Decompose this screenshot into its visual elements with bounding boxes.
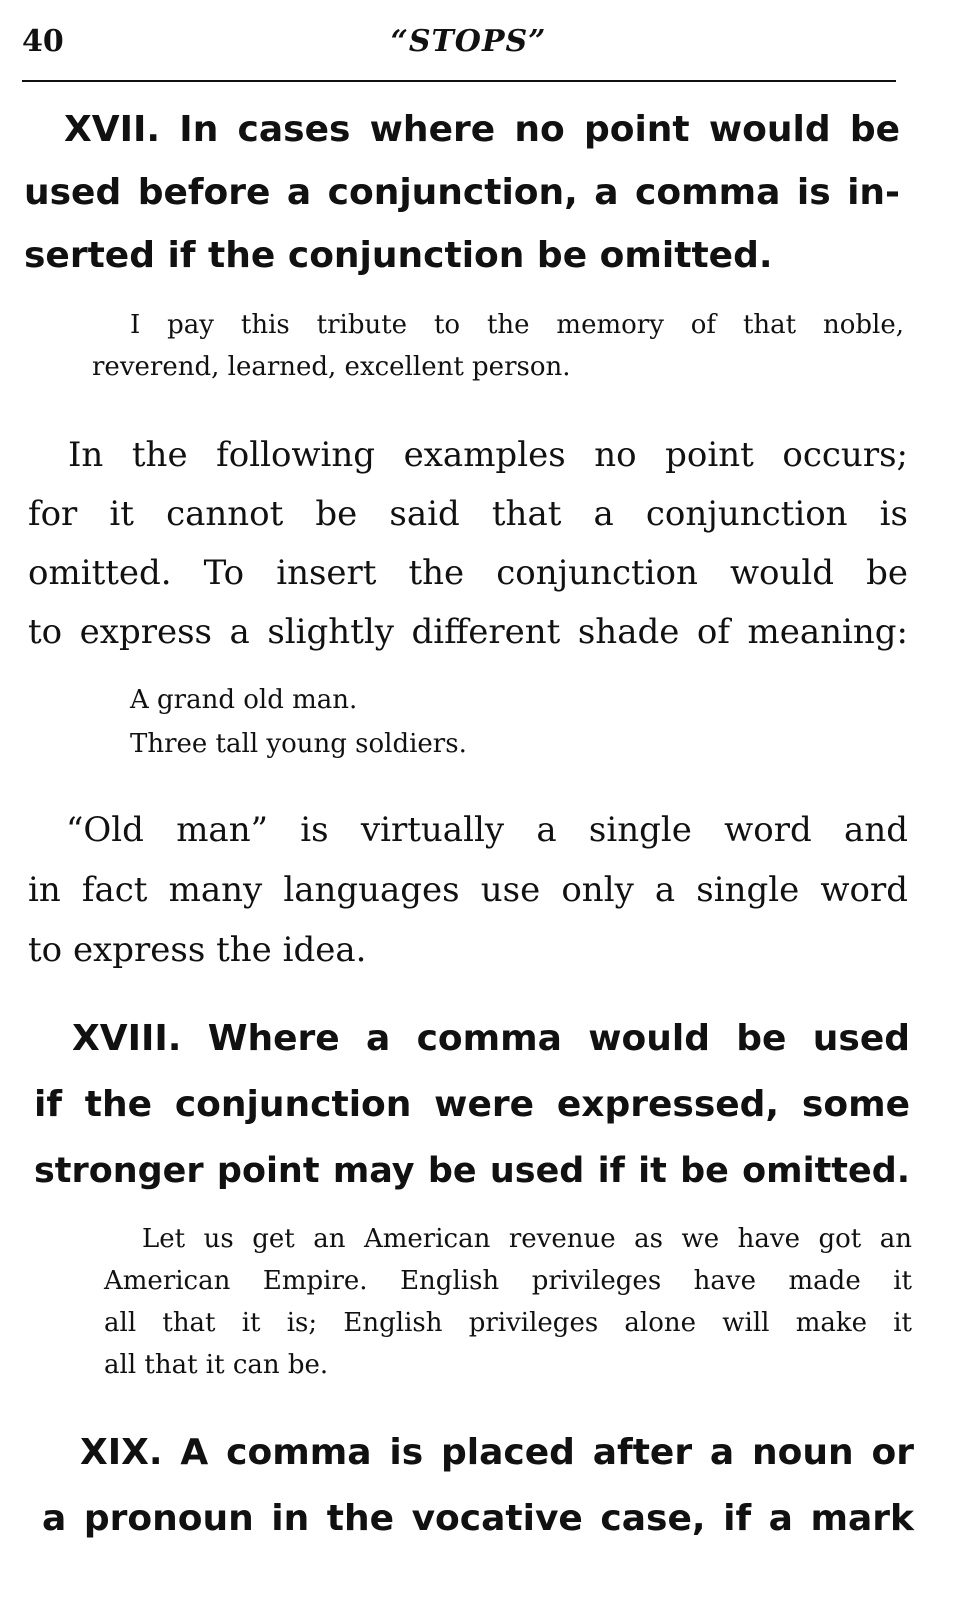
rule-xvii-line-3: serted if the conjunction be omitted. (24, 235, 773, 276)
example-1-line-1: I pay this tribute to the memory of that noble, (130, 310, 904, 340)
paragraph-1-line-3: omitted. To insert the conjunction would be (28, 553, 908, 593)
paragraph-1 (28, 426, 908, 662)
paragraph-2-line-3: to express the idea. (28, 930, 367, 970)
example-1-line-2: reverend, learned, excellent person. (92, 352, 571, 382)
paragraph-1-line-4: to express a slightly different shade of meaning: (28, 612, 908, 652)
header-rule (22, 80, 896, 82)
rule-xvii-line-2: used before a conjunction, a comma is in- (24, 172, 900, 213)
rule-xvii (24, 98, 900, 287)
paragraph-1-line-1: In the following examples no point occurs; (68, 435, 908, 475)
running-head (22, 22, 915, 66)
page-number: 40 (22, 24, 64, 59)
example-3-line-4: all that it can be. (104, 1350, 329, 1380)
paragraph-2-line-2: in fact many languages use only a single word (28, 870, 908, 910)
paragraph-2-line-1: “Old man” is virtually a single word and (66, 810, 908, 850)
paragraph-1-line-2: for it cannot be said that a conjunction is (28, 494, 908, 534)
example-1 (92, 304, 904, 388)
rule-xviii-line-2: if the conjunction were expressed, some (34, 1084, 910, 1125)
rule-xix (42, 1420, 914, 1552)
rule-xix-line-1: XIX. A comma is placed after a noun or (80, 1432, 914, 1473)
example-2-line-2: Three tall young soldiers. (130, 729, 467, 759)
example-3-line-1: Let us get an American revenue as we have got an (142, 1224, 912, 1254)
rule-xviii-line-3: stronger point may be used if it be omitted. (34, 1151, 910, 1191)
rule-xvii-line-1: XVII. In cases where no point would be (64, 109, 900, 150)
example-3-line-2: American Empire. English privileges have made it (104, 1266, 912, 1296)
paragraph-2 (28, 800, 908, 980)
rule-xviii (34, 1006, 910, 1204)
example-2 (130, 678, 830, 766)
example-3 (104, 1218, 912, 1386)
rule-xviii-line-1: XVIII. Where a comma would be used (72, 1018, 910, 1059)
example-3-line-3: all that it is; English privileges alone will make it (104, 1308, 912, 1338)
example-2-line-1: A grand old man. (130, 685, 358, 715)
rule-xix-line-2: a pronoun in the vocative case, if a mark (42, 1498, 914, 1539)
running-title: “STOPS” (390, 24, 547, 59)
